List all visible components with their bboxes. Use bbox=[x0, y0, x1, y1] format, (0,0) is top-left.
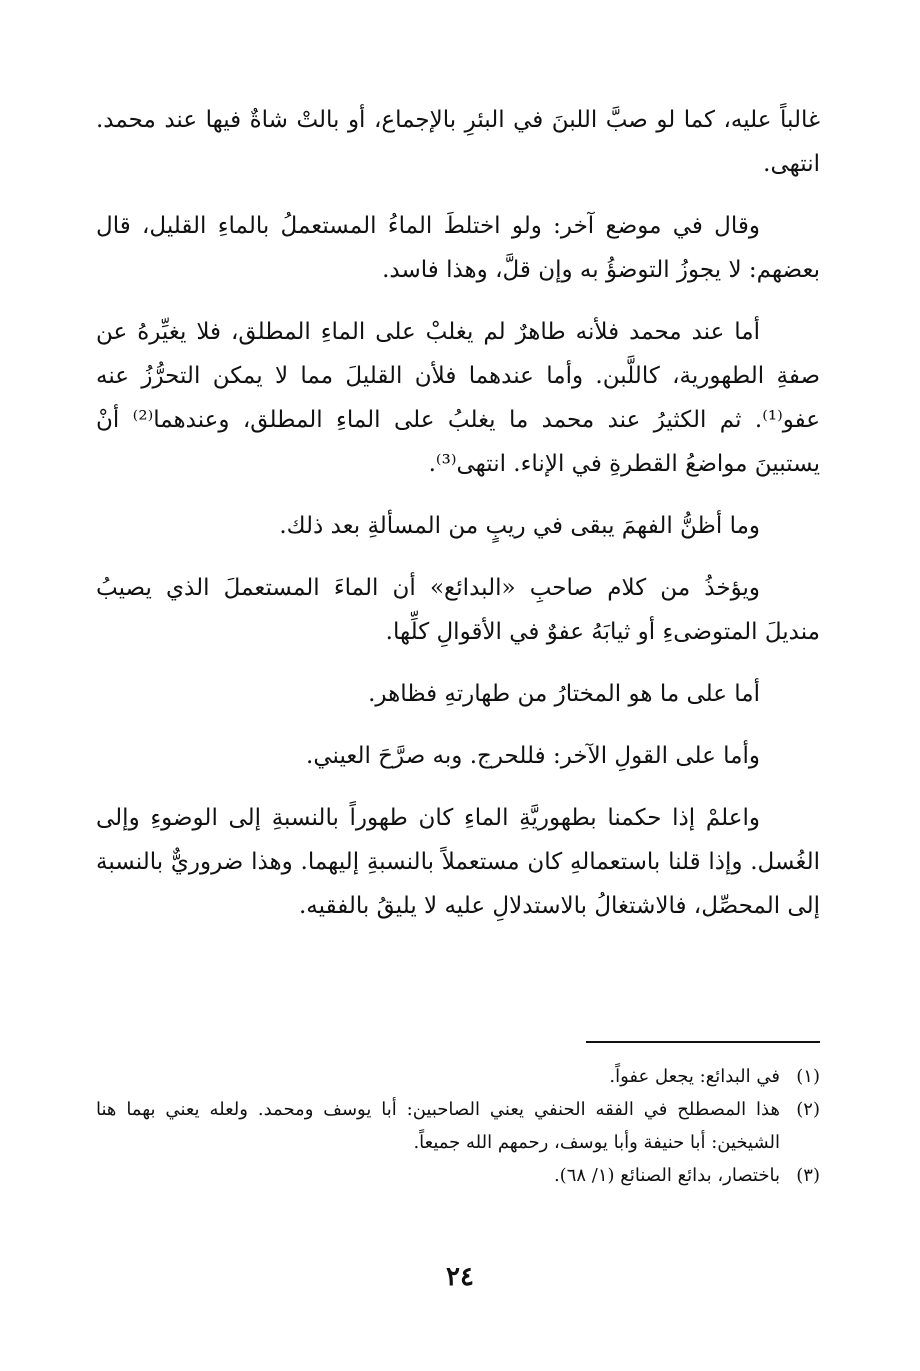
paragraph-8: واعلمْ إذا حكمنا بطهوريَّةِ الماءِ كان طهوراً بالنسبةِ إلى الوضوءِ وإلى الغُسل. وإذا قلنا باستعمالهِ كان مستعملاً بالنسبةِ إليهما. وهذا ضروريٌّ بالنسبة إلى المحصِّل، فالاشتغالُ بالاستدلالِ عليه لا يليقُ بالفقيه. bbox=[96, 805, 820, 919]
paragraph-6: أما على ما هو المختارُ من طهارتهِ فظاهر. bbox=[368, 681, 760, 707]
paragraph-4: وما أظنُّ الفهمَ يبقى في ريبٍ من المسألةِ بعد ذلك. bbox=[279, 513, 760, 539]
footnote-text: هذا المصطلح في الفقه الحنفي يعني الصاحبين: أبا يوسف ومحمد. ولعله يعني بهما هنا الشيخين: أبا حنيفة وأبا يوسف، رحمهم الله جميعاً. bbox=[96, 1099, 780, 1153]
page-number: ٢٤ bbox=[446, 1262, 474, 1292]
main-text bbox=[96, 98, 820, 946]
footnote-number: (٢) bbox=[796, 1099, 820, 1120]
footnote-1 bbox=[96, 1060, 820, 1093]
paragraph-5: ويؤخذُ من كلام صاحبِ «البدائع» أن الماءَ المستعملَ الذي يصيبُ منديلَ المتوضىءِ أو ثيابَهُ عفوٌ في الأقوالِ كلِّها. bbox=[96, 575, 820, 645]
footnote-divider bbox=[586, 1041, 820, 1043]
paragraph-1: غالباً عليه، كما لو صبَّ اللبنَ في البئرِ بالإجماع، أو بالتْ شاةٌ فيها عند محمد. انتهى. bbox=[96, 107, 820, 177]
footnote-text: باختصار، بدائع الصنائع (١/ ٦٨). bbox=[553, 1165, 780, 1186]
paragraph-2: وقال في موضع آخر: ولو اختلطَ الماءُ المستعملُ بالماءِ القليل، قال بعضهم: لا يجوزُ التوضؤُ به وإن قلَّ، وهذا فاسد. bbox=[96, 213, 820, 283]
footnote-text: في البدائع: يجعل عفواً. bbox=[609, 1066, 780, 1087]
footnote-number: (١) bbox=[796, 1066, 820, 1087]
paragraph-3: أما عند محمد فلأنه طاهرٌ لم يغلبْ على الماءِ المطلق، فلا يغيِّرهُ عن صفةِ الطهورية، كاللَّبن. وأما عندهما فلأن القليلَ مما لا يمكن التحرُّزُ عنه عفو⁽¹⁾. ثم الكثيرُ عند محمد ما يغلبُ على الماءِ المطلق، وعندهما⁽²⁾ أنْ يستبينَ مواضعُ القطرةِ في الإناء. انتهى⁽³⁾. bbox=[96, 319, 820, 477]
footnote-2 bbox=[96, 1093, 820, 1159]
footnotes bbox=[96, 1060, 820, 1192]
footnote-number: (٣) bbox=[796, 1165, 820, 1186]
footnote-3 bbox=[96, 1159, 820, 1192]
paragraph-7: وأما على القولِ الآخر: فللحرج. وبه صرَّحَ العيني. bbox=[306, 743, 760, 769]
